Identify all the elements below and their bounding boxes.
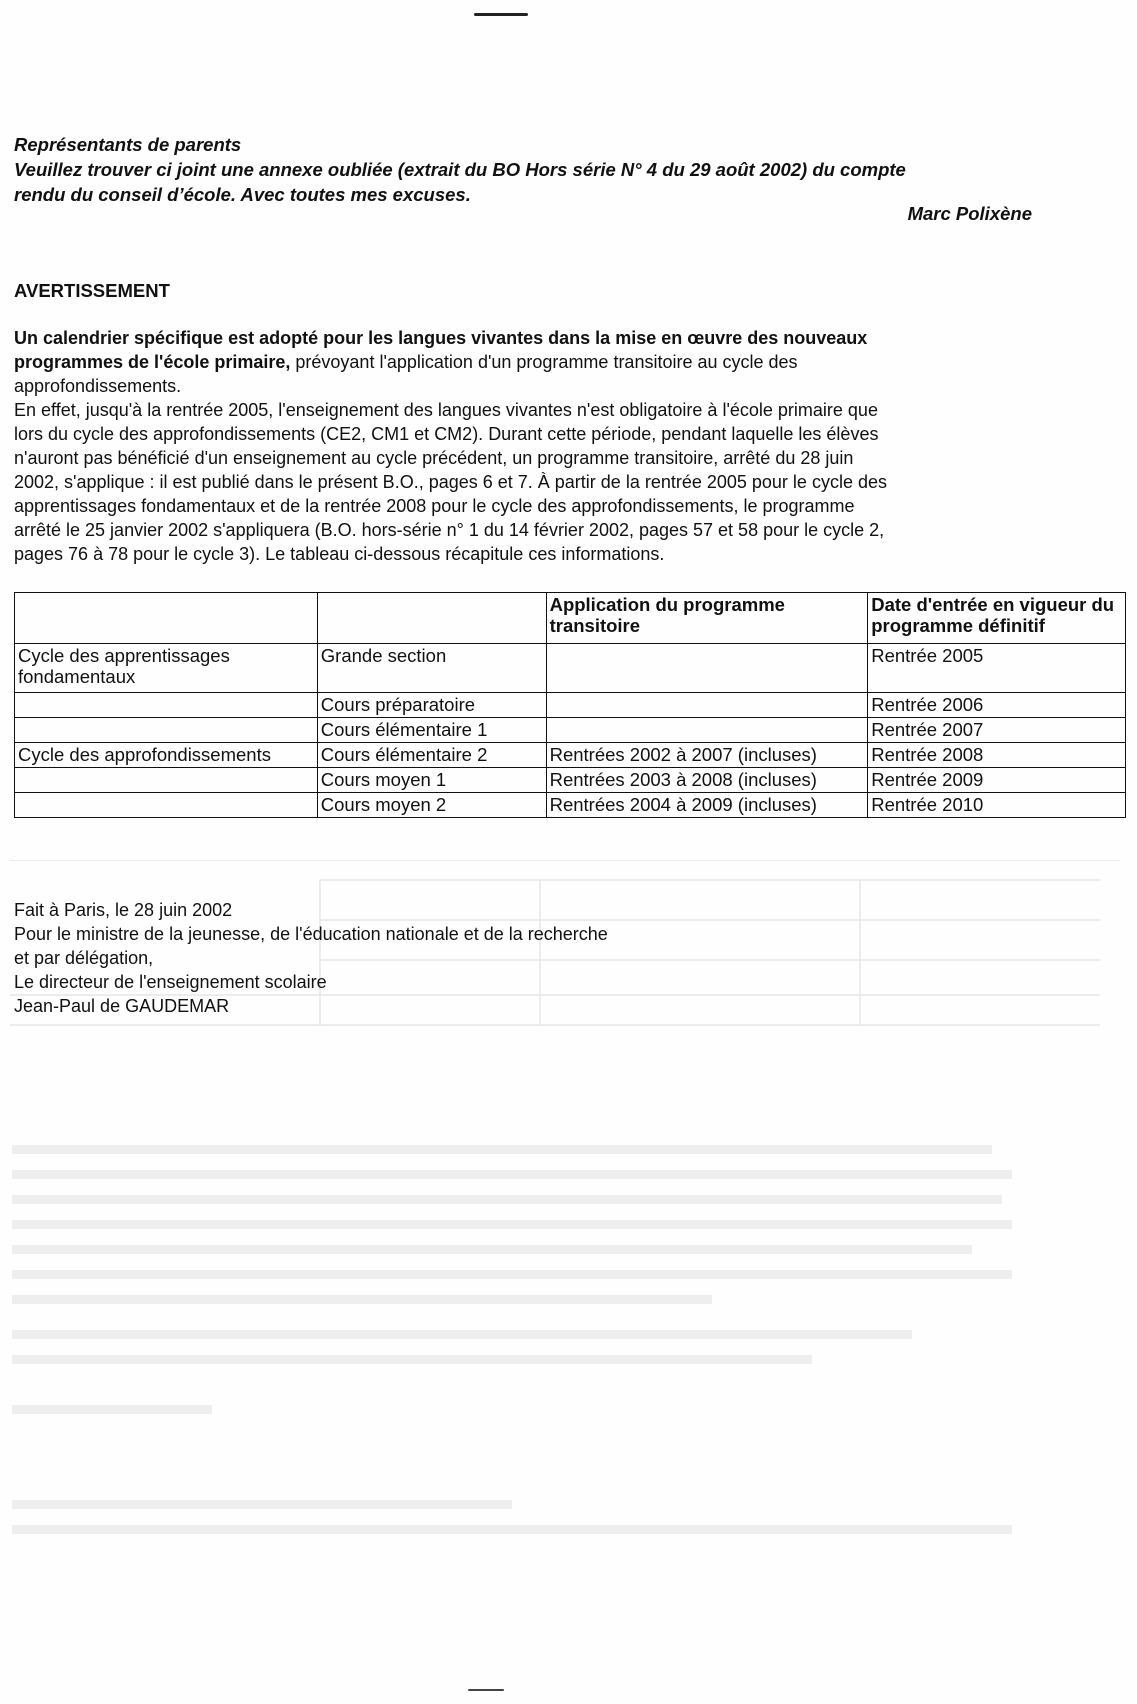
signature-block xyxy=(14,898,608,1018)
body-line: 2002, s'applique : il est publié dans le présent B.O., pages 6 et 7. À partir de la rentrée 2005 pour le cycle des xyxy=(14,472,887,492)
table-header-cell xyxy=(15,593,318,644)
table-header-row xyxy=(15,593,1126,644)
table-cell: Rentrée 2005 xyxy=(868,644,1126,693)
table-cell xyxy=(546,644,868,693)
body-bold-text: programmes de l'école primaire, xyxy=(14,352,291,372)
body-line: apprentissages fondamentaux et de la rentrée 2008 pour le cycle des approfondissements, le programme xyxy=(14,496,855,516)
table-cell: Rentrée 2006 xyxy=(868,693,1126,718)
body-line: En effet, jusqu'à la rentrée 2005, l'enseignement des langues vivantes n'est obligatoire à l'école primaire que xyxy=(14,400,878,420)
body-line: arrêté le 25 janvier 2002 s'appliquera (B.O. hors-série n° 1 du 14 février 2002, pages 57 et 58 pour le cycle 2, xyxy=(14,520,885,540)
table-cell xyxy=(15,793,318,818)
note-line: rendu du conseil d’école. Avec toutes mes excuses. xyxy=(14,184,471,205)
table-cell: Cours moyen 2 xyxy=(317,793,546,818)
staple-mark-top xyxy=(474,13,528,16)
table-cell: Cycle des approfondissements xyxy=(15,743,318,768)
body-line: lors du cycle des approfondissements (CE2, CM1 et CM2). Durant cette période, pendant laquelle les élèves xyxy=(14,424,879,444)
table-cell: Rentrée 2010 xyxy=(868,793,1126,818)
section-heading: AVERTISSEMENT xyxy=(14,280,170,301)
table-cell: Rentrée 2009 xyxy=(868,768,1126,793)
footer-line: Jean-Paul de GAUDEMAR xyxy=(14,996,230,1016)
body-text xyxy=(14,326,1044,566)
table-cell: Rentrée 2007 xyxy=(868,718,1126,743)
body-line: approfondissements. xyxy=(14,376,182,396)
note-recipient: Représentants de parents xyxy=(14,134,242,155)
footer-line: Pour le ministre de la jeunesse, de l'éducation nationale et de la recherche xyxy=(14,924,608,944)
table-cell: Cours préparatoire xyxy=(317,693,546,718)
body-text-span: prévoyant l'application d'un programme transitoire au cycle des xyxy=(290,352,798,372)
footer-line: Fait à Paris, le 28 juin 2002 xyxy=(14,900,233,920)
table-cell: Grande section xyxy=(317,644,546,693)
table-cell: Rentrées 2003 à 2008 (incluses) xyxy=(546,768,868,793)
table-cell xyxy=(546,718,868,743)
body-line: n'auront pas bénéficié d'un enseignement au cycle précédent, un programme transitoire, arrêté du 28 juin xyxy=(14,448,854,468)
table-cell xyxy=(546,693,868,718)
table-cell: Cours élémentaire 1 xyxy=(317,718,546,743)
table-row xyxy=(15,743,1126,768)
body-bold-text: Un calendrier spécifique est adopté pour les langues vivantes dans la mise en œuvre des nouveaux xyxy=(14,328,868,348)
footer-line: et par délégation, xyxy=(14,948,154,968)
table-row xyxy=(15,768,1126,793)
table-cell: Cours moyen 1 xyxy=(317,768,546,793)
table-row xyxy=(15,693,1126,718)
table-cell: Rentrées 2004 à 2009 (incluses) xyxy=(546,793,868,818)
body-line: pages 76 à 78 pour le cycle 3). Le tableau ci-dessous récapitule ces informations. xyxy=(14,544,665,564)
parent-note xyxy=(14,132,1034,207)
note-signature: Marc Polixène xyxy=(907,203,1032,224)
table-cell: Rentrées 2002 à 2007 (incluses) xyxy=(546,743,868,768)
table-cell xyxy=(15,718,318,743)
table-header-cell: Application du programme transitoire xyxy=(546,593,868,644)
table-header-cell: Date d'entrée en vigueur du programme définitif xyxy=(868,593,1126,644)
table-cell: Cours élémentaire 2 xyxy=(317,743,546,768)
note-line: Veuillez trouver ci joint une annexe oubliée (extrait du BO Hors série N° 4 du 29 août 2002) du compte xyxy=(14,159,906,180)
table-row xyxy=(15,718,1126,743)
table-cell: Rentrée 2008 xyxy=(868,743,1126,768)
table-header-cell xyxy=(317,593,546,644)
table-cell xyxy=(15,693,318,718)
table-cell: Cycle des apprentissages fondamentaux xyxy=(15,644,318,693)
schedule-table xyxy=(14,592,1126,818)
footer-line: Le directeur de l'enseignement scolaire xyxy=(14,972,327,992)
table-row xyxy=(15,644,1126,693)
staple-mark-bottom xyxy=(468,1689,504,1691)
table-row xyxy=(15,793,1126,818)
table-cell xyxy=(15,768,318,793)
